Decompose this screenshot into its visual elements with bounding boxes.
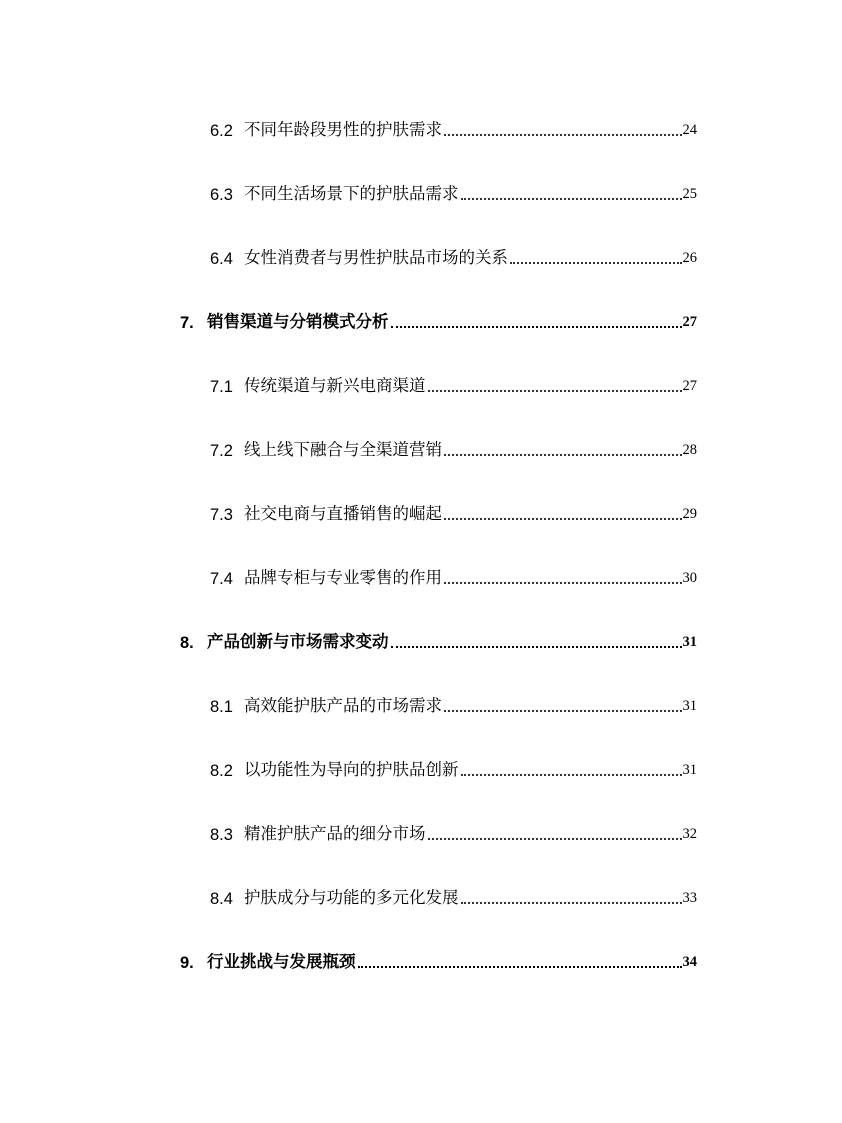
toc-entry-page: 25 — [682, 186, 697, 202]
toc-entry-7-2[interactable] — [210, 439, 697, 461]
toc-entry-number: 7.3 — [210, 506, 233, 524]
toc-entry-title: 传统渠道与新兴电商渠道 — [244, 377, 426, 395]
toc-entry-7-3[interactable] — [210, 503, 697, 525]
dot-leader — [510, 262, 682, 264]
dot-leader — [444, 710, 682, 712]
toc-entry-number: 6.3 — [210, 186, 233, 204]
toc-entry-page: 24 — [682, 122, 697, 138]
toc-entry-number: 8.3 — [210, 826, 233, 844]
toc-entry-8[interactable] — [180, 631, 697, 653]
toc-entry-7-1[interactable] — [210, 375, 697, 397]
toc-entry-title: 品牌专柜与专业零售的作用 — [244, 569, 442, 587]
toc-entry-title: 产品创新与市场需求变动 — [207, 633, 389, 651]
toc-entry-page: 26 — [682, 250, 697, 266]
toc-entry-6-3[interactable] — [210, 183, 697, 205]
toc-entry-title: 以功能性为导向的护肤品创新 — [244, 761, 459, 779]
toc-entry-8-3[interactable] — [210, 823, 697, 845]
toc-entry-title: 女性消费者与男性护肤品市场的关系 — [244, 249, 508, 267]
dot-leader — [461, 774, 682, 776]
toc-entry-page: 34 — [682, 954, 697, 970]
toc-entry-number: 6.4 — [210, 250, 233, 268]
toc-entry-title: 线上线下融合与全渠道营销 — [244, 441, 442, 459]
toc-entry-number: 9. — [180, 954, 194, 972]
toc-entry-page: 31 — [682, 698, 697, 714]
toc-entry-page: 33 — [682, 890, 697, 906]
toc-entry-8-4[interactable] — [210, 887, 697, 909]
dot-leader — [461, 902, 682, 904]
toc-entry-title: 行业挑战与发展瓶颈 — [207, 953, 356, 971]
dot-leader — [391, 326, 682, 328]
toc-entry-page: 30 — [682, 570, 697, 586]
toc-entry-title: 不同生活场景下的护肤品需求 — [244, 185, 459, 203]
dot-leader — [358, 966, 682, 968]
toc-entry-number: 8.4 — [210, 890, 233, 908]
toc-entry-number: 7.4 — [210, 570, 233, 588]
toc-entry-number: 8. — [180, 634, 194, 652]
toc-entry-page: 27 — [682, 314, 697, 330]
toc-entry-8-1[interactable] — [210, 695, 697, 717]
toc-entry-page: 27 — [682, 378, 697, 394]
toc-entry-8-2[interactable] — [210, 759, 697, 781]
toc-entry-title: 高效能护肤产品的市场需求 — [244, 697, 442, 715]
toc-entry-title: 护肤成分与功能的多元化发展 — [244, 889, 459, 907]
toc-entry-number: 8.2 — [210, 762, 233, 780]
toc-entry-6-4[interactable] — [210, 247, 697, 269]
toc-entry-9[interactable] — [180, 951, 697, 973]
toc-entry-page: 32 — [682, 826, 697, 842]
toc-entry-7[interactable] — [180, 311, 697, 333]
toc-entry-title: 销售渠道与分销模式分析 — [207, 313, 389, 331]
dot-leader — [444, 518, 682, 520]
dot-leader — [428, 390, 682, 392]
dot-leader — [444, 134, 682, 136]
toc-entry-title: 不同年龄段男性的护肤需求 — [244, 121, 442, 139]
dot-leader — [461, 198, 682, 200]
toc-entry-number: 6.2 — [210, 122, 233, 140]
toc-entry-page: 28 — [682, 442, 697, 458]
dot-leader — [444, 454, 682, 456]
toc-entry-number: 8.1 — [210, 698, 233, 716]
dot-leader — [428, 838, 682, 840]
toc-entry-title: 社交电商与直播销售的崛起 — [244, 505, 442, 523]
toc-entry-7-4[interactable] — [210, 567, 697, 589]
toc-entry-page: 29 — [682, 506, 697, 522]
toc-entry-6-2[interactable] — [210, 119, 697, 141]
dot-leader — [391, 646, 682, 648]
toc-entry-page: 31 — [682, 762, 697, 778]
dot-leader — [444, 582, 682, 584]
toc-entry-number: 7. — [180, 314, 194, 332]
toc-entry-page: 31 — [682, 634, 697, 650]
toc-entry-title: 精准护肤产品的细分市场 — [244, 825, 426, 843]
toc-entry-number: 7.1 — [210, 378, 233, 396]
toc-entry-number: 7.2 — [210, 442, 233, 460]
